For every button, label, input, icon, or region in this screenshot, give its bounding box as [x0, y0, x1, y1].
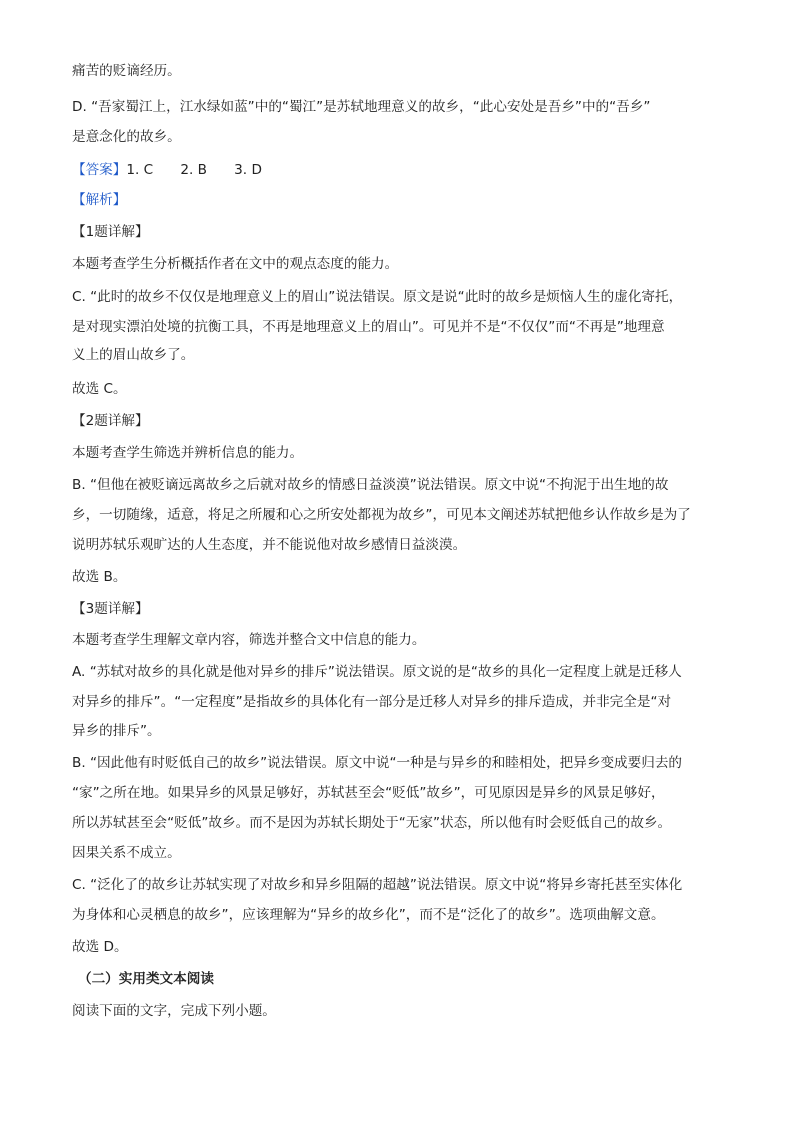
text-line: 本题考查学生筛选并辨析信息的能力。: [72, 445, 304, 461]
answer-line: [72, 161, 262, 179]
section-title: （二）实用类文本阅读: [78, 971, 214, 987]
analysis-label: 【解析】: [72, 192, 127, 208]
text-line: “家”之所在地。如果异乡的风景足够好，苏轼甚至会“贬低”故乡”，可见原因是异乡的风景足够好，: [72, 785, 665, 801]
text-line: C. “泛化了的故乡让苏轼实现了对故乡和异乡阻隔的超越”说法错误。原文中说“将异乡寄托甚至实体化: [72, 877, 683, 893]
text-line: 是意念化的故乡。: [72, 129, 181, 145]
text-line: C. “此时的故乡不仅仅是地理意义上的眉山”说法错误。原文是说“此时的故乡是烦恼人生的虚化寄托，: [72, 289, 683, 305]
text-line: D. “吾家蜀江上，江水绿如蓝”中的“蜀江”是苏轼地理意义的故乡，“此心安处是吾乡”中的“吾乡”: [72, 99, 651, 115]
text-line: 本题考查学生理解文章内容，筛选并整合文中信息的能力。: [72, 632, 426, 648]
text-line: 为身体和心灵栖息的故乡”，应该理解为“异乡的故乡化”，而不是“泛化了的故乡”。选项曲解文意。: [72, 907, 665, 923]
text-line: 本题考查学生分析概括作者在文中的观点态度的能力。: [72, 256, 399, 272]
text-line: B. “但他在被贬谪远离故乡之后就对故乡的情感日益淡漠”说法错误。原文中说“不拘泥于出生地的故: [72, 477, 669, 493]
text-line: 痛苦的贬谪经历。: [72, 63, 181, 79]
section-heading: 【1题详解】: [72, 224, 149, 240]
text-line: 故选 C。: [72, 381, 127, 397]
answer-values: 1. C 2. B 3. D: [126, 162, 262, 178]
text-line: 因果关系不成立。: [72, 845, 181, 861]
section-heading: 【3题详解】: [72, 601, 149, 617]
text-line: 故选 D。: [72, 939, 128, 955]
text-line: 所以苏轼甚至会“贬低”故乡。而不是因为苏轼长期处于“无家”状态，所以他有时会贬低自己的故乡。: [72, 815, 672, 831]
section-heading: 【2题详解】: [72, 413, 149, 429]
text-line: A. “苏轼对故乡的具化就是他对异乡的排斥”说法错误。原文说的是“故乡的具化一定程度上就是迁移人: [72, 664, 682, 680]
text-line: 异乡的排斥”。: [72, 723, 161, 739]
text-line: 义上的眉山故乡了。: [72, 347, 195, 363]
text-line: 阅读下面的文字，完成下列小题。: [72, 1003, 276, 1019]
text-line: 说明苏轼乐观旷达的人生态度，并不能说他对故乡感情日益淡漠。: [72, 537, 467, 553]
text-line: 故选 B。: [72, 569, 127, 585]
text-line: 是对现实漂泊处境的抗衡工具，不再是地理意义上的眉山”。可见并不是“不仅仅”而“不再是”地理意: [72, 319, 665, 335]
text-line: 乡，一切随缘，适意，将足之所履和心之所安处都视为故乡”，可见本文阐述苏轼把他乡认作故乡是为了: [72, 507, 691, 523]
text-line: B. “因此他有时贬低自己的故乡”说法错误。原文中说“一种是与异乡的和睦相处，把异乡变成要归去的: [72, 755, 683, 771]
text-line: 对异乡的排斥”。“一定程度”是指故乡的具体化有一部分是迁移人对异乡的排斥造成，并非完全是“对: [72, 694, 672, 710]
answer-label: 【答案】: [72, 162, 127, 178]
